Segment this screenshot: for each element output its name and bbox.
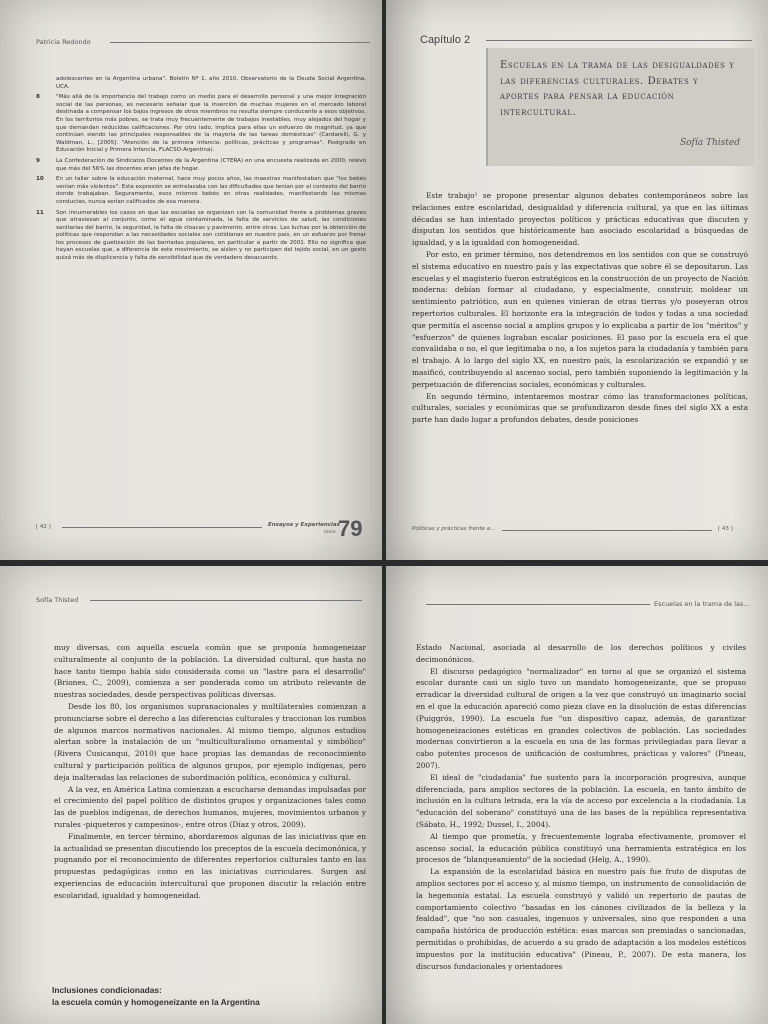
running-head: Sofía Thisted	[36, 596, 79, 604]
header-rule	[90, 600, 362, 601]
footnote: 9 La Confederación de Sindicatos Docentes de la Argentina (CTERA) en una encuesta realizada en 2000, relevó que más del 56% las docentes eran jefas de hogar.	[36, 157, 366, 172]
paragraph: muy diversas, con aquella escuela común que se proponía homogeneizar culturalmente al conjunto de la población. La diversidad cultural, que hasta no hace tanto tiempo había sido considerada como un "lastre para el desarrollo" (Briones, C., 2009), comienza a ser ponderada como un atributo relevante de nuestras sociedades, desde perspectivas políticas diversas.	[54, 643, 366, 700]
footnote: 10 En un taller sobre la educación maternal, hace muy pocos años, las maestras manifestaban que "los bebés venían más violentos". Esta expresión se entrelazaba con las dificultades que tenían por el contexto del barrio donde trabajaban. Seguramente, esos mismos bebés en otras realidades, manifestando las mismas conductas, nunca serían calificados de esa manera.	[36, 176, 366, 205]
paragraph: Desde los 80, los organismos supranacionales y multilaterales comienzan a pronunciarse sobre el derecho a las diferencias culturales y traccionan los rumbos de algunos marcos normativos nacionales. Al mismo tiempo, algunos estudios alertan sobre la instalación de un "multiculturalismo ornamental y simbólico" (Rivera Cusicanqui, 2010) que hace propias las demandas de reconocimiento cultural y participación política de algunos grupos, por ejemplo indígenas, pero deja inalteradas las relaciones de subordinación política, económica y cultural.	[54, 701, 366, 782]
page-number: [ 42 ]	[36, 524, 51, 530]
header-rule	[486, 40, 752, 41]
footer-book-title: Políticas y prácticas frente a...	[412, 526, 496, 532]
page-43	[386, 0, 768, 560]
footnote: 8 "Más allá de la importancia del trabajo como un medio para el desarrollo personal y una mejor integración social de las personas, es necesario señalar que la inserción de muchas mujeres en el mercado laboral destinada a compensar los bajos ingresos de otros miembros no resulta siempre conducente a esos objetivos. En los territorios más pobres, se trata muy frecuentemente de trabajos inestables, muy alejados del hogar y que demandan reducidas calificaciones. Por otro lado, implica para ellas un esfuerzo de magnitud, ya que continúan siendo las principales responsables de la mayoría de las tareas domésticas" (Cardarelli, G. y Waldman, L., [2005]. "Atención de la primera infancia: políticas, prácticas y programas", Postgrado en Educación Inicial y Primera Infancia, FLACSO-Argentina).	[36, 94, 366, 154]
chapter-author: Sofía Thisted	[679, 138, 740, 148]
header-rule	[426, 604, 650, 605]
footer-rule	[502, 530, 712, 531]
footnote: 11 Son innumerables los casos en que las escuelas se organizan con la comunidad frente a problemas graves que atraviesan al conjunto, como el agua contaminada, la falta de servicios de salud, las condiciones sanitarias del barrio, la seguridad, la falta de cloacas y pavimento, entre otras. Las luchas por la obtención de políticas que respondan a las necesidades sociales son cotidianas en nuestro país, en un esfuerzo por frenar los procesos de guetización de las barriadas populares, en particular a partir de 2001. Ello no significa que hayan escuelas que, a diferencia de este movimiento, se aíslen y no participen del tejido social, en un gesto quizá más de displicencia y falta de sensibilidad que de verdadero desacuerdo.	[36, 209, 366, 262]
body-text	[54, 642, 366, 902]
paragraph: En segundo término, intentaremos mostrar cómo las transformaciones políticas, culturales, sociales y económicas que se profundizaron desde fines del siglo XX a esta parte han dado lugar a profundos debates, desde posiciones	[412, 391, 748, 425]
chapter-title: Escuelas en la trama de las desigualdades y las diferencias culturales. Debates y aportes para pensar la educación intercultural.	[500, 60, 735, 118]
paragraph: Estado Nacional, asociada al desarrollo de los derechos políticos y civiles decimonónicos.	[416, 643, 746, 664]
paragraph: El discurso pedagógico "normalizador" en torno al que se organizó el sistema escolar durante casi un siglo tuvo un mandato homogeneizante, que se propuso erradicar la diversidad cultural de origen a la vez que construyó un imaginario social en el que la educación apareció como pieza clave en la disolución de estas diferencias (Puiggrós, 1990). La escuela fue "un dispositivo capaz, además, de garantizar homogeneizaciones estéticas en grandes colectivos de población. Las sociedades modernas convirtieron a la escuela en una de las formas privilegiadas para llevar a cabo potentes procesos de unificación de costumbres, prácticas y valores" (Pineau, 2007).	[416, 666, 746, 770]
running-head: Patricia Redondo	[36, 38, 91, 46]
paragraph: Al tiempo que prometía, y frecuentemente lograba efectivamente, promover el ascenso social, la educación pública constituyó una herramienta estratégica en los procesos de "blanqueamiento" de la sociedad (Helg, A., 1990).	[416, 831, 746, 865]
chapter-label: Capítulo 2	[420, 34, 471, 46]
footer-issue-number: 79	[338, 516, 363, 541]
body-text	[412, 190, 748, 426]
paragraph: Este trabajo¹ se propone presentar algunos debates contemporáneos sobre las relaciones entre escolaridad, desigualdad y diferencia cultural, ya que en las últimas décadas se han intentado proyectos políticos y prácticas educativas que discuten y disputan los sentidos que históricamente han asociado escolaridad a búsquedas de igualdad, y a la igualdad con homogeneidad.	[412, 191, 748, 248]
paragraph: A la vez, en América Latina comienzan a escucharse demandas impulsadas por el crecimiento del papel político de distintos grupos y organizaciones tales como las de pueblos indígenas, de derechos humanos, mujeres, movimientos urbanos y rurales -piqueteros y campesinos-, entre otros (Díaz y otros, 2009).	[54, 784, 366, 829]
footer-tomo: tomo	[324, 530, 336, 535]
page-number: [ 43 ]	[718, 526, 733, 532]
footnotes	[36, 76, 366, 266]
paragraph: Por esto, en primer término, nos detendremos en los sentidos con que se construyó el sistema educativo en nuestro país y las expectativas que sobre él se depositaron. Las escuelas y el magisterio fueron estratégicos en la construcción de un proyecto de Nación moderna: debían formar al ciudadano, y especialmente, construir, moldear un sentimiento patriótico, aun en quienes vinieran de otras tierras y/o poseyeran otros repertorios culturales. El horizonte era la integración de todos y todas a una sociedad que permitía el ascenso social a amplios grupos y lo explicaba a partir de los "méritos" y "esfuerzos" de quienes lograban escalar posiciones. El paso por la escuela era el que convalidaba o no, el que legitimaba o no, a los sujetos para la ciudadanía y también para el trabajo. A lo largo del siglo XX, en nuestro país, la escolarización se expandió y se masificó, contribuyendo al ascenso social, pero también suponiendo la legitimación y la perpetuación de diferencias sociales, económicas y culturales.	[412, 249, 748, 389]
page-45	[386, 566, 768, 1024]
running-head: Escuelas en la trama de las...	[654, 600, 750, 608]
paragraph: El ideal de "ciudadanía" fue sustento para la incorporación progresiva, aunque diferenciada, para amplios sectores de la población. La escuela, en tanto ámbito de inclusión en la cultura letrada, era la vía de acceso por excelencia a la ciudadanía. La "educación del soberano" constituyó una de las bases de la república representativa (Sábato, H., 1992; Dussel, I., 2004).	[416, 772, 746, 829]
page-44	[0, 566, 382, 1024]
paragraph: La expansión de la escolaridad básica en nuestro país fue fruto de disputas de amplios sectores por el acceso y, al mismo tiempo, un instrumento de consolidación de la hegemonía estatal. La escuela construyó y validó un repertorio de pautas de comportamiento colectivo "basadas en los cánones civilizados de la belleza y la fealdad", que "no son casuales, ingenuos y universales, sino que responden a una campaña histórica de producción estética: esas marcas son premiadas o sancionadas, permitidas o prohibidas, de acuerdo a su grado de adaptación a los modelos estéticos impuestos por la institución educativa" (Pineau, P., 2007). De esta manera, los discursos fundacionales y orientadores	[416, 867, 746, 971]
footer-rule	[62, 527, 262, 528]
paragraph: Finalmente, en tercer término, abordaremos algunas de las iniciativas que en la actualidad se presentan discutiendo los preceptos de la escuela decimonónica, y pugnando por el reconocimiento de diferentes repertorios culturales tanto en las propuestas pedagógicas como en las iniciativas curriculares. Surgen así experiencias de educación intercultural que proponen discutir la relación entre escolaridad, igualdad y homogeneidad.	[54, 831, 366, 900]
body-text	[416, 642, 746, 972]
footnote: adolescentes en la Argentina urbana", Boletín Nº 1, año 2010, Observatorio de la Deuda Social Argentina, UCA.	[56, 76, 366, 90]
footer-book-title: Ensayos y Experiencias	[268, 522, 340, 528]
section-heading: Inclusiones condicionadas: la escuela común y homogeneizante en la Argentina	[52, 985, 260, 1007]
header-rule	[110, 42, 370, 43]
page-42	[0, 0, 382, 560]
chapter-title-box	[486, 48, 754, 166]
